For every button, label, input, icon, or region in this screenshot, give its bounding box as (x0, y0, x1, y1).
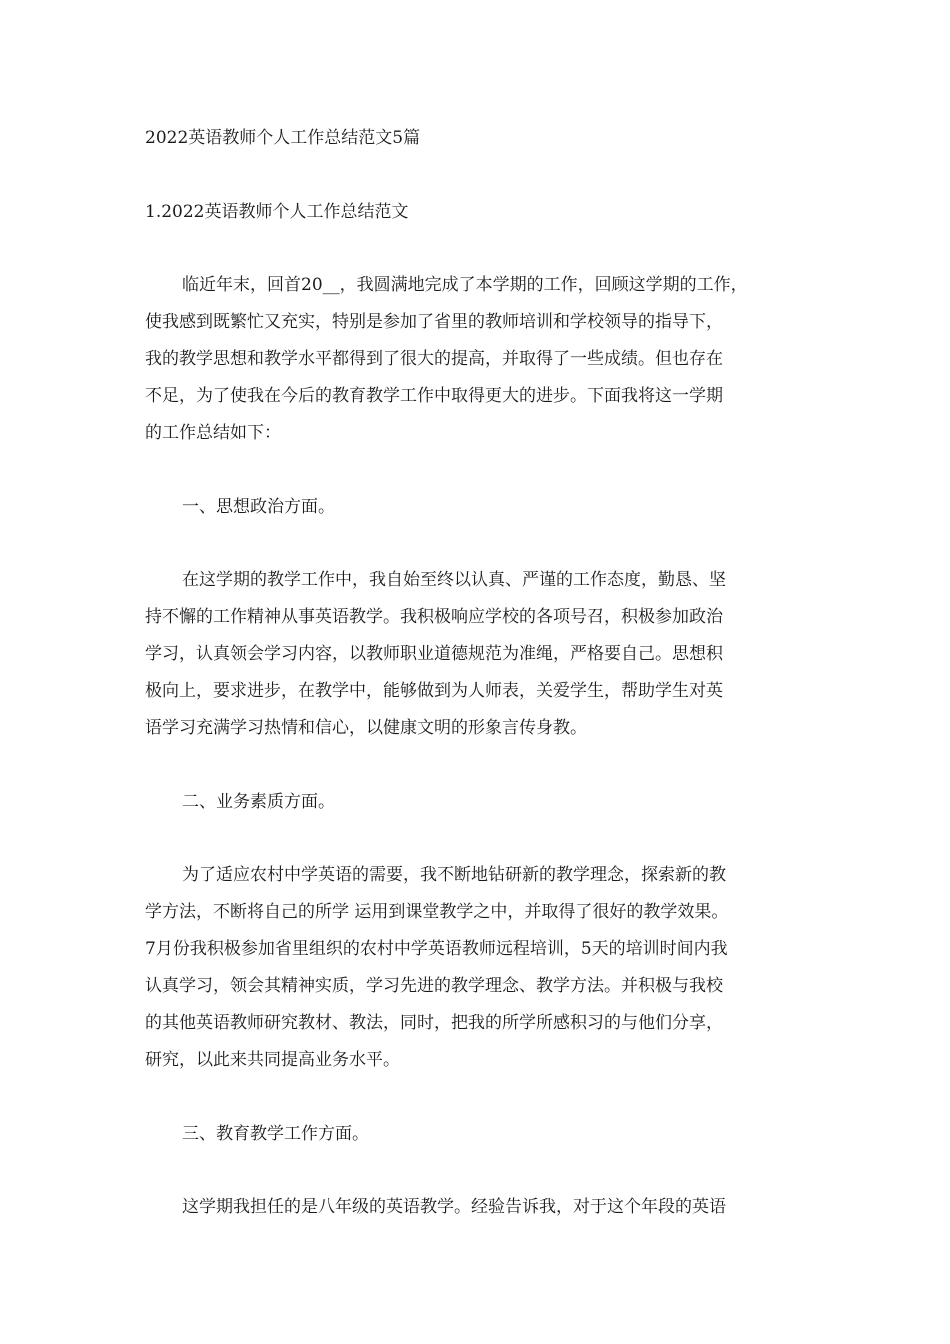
paragraph-line: 学习，认真领会学习内容，以教师职业道德规范为准绳，严格要自己。思想积 (145, 644, 723, 664)
paragraph-line: 为了适应农村中学英语的需要，我不断地钻研新的教学理念，探索新的教 (182, 865, 726, 885)
paragraph-line: 认真学习，领会其精神实质，学习先进的教学理念、教学方法。并积极与我校 (145, 976, 723, 996)
paragraph-line: 我的教学思想和教学水平都得到了很大的提高，并取得了一些成绩。但也存在 (145, 349, 723, 369)
paragraph-line: 持不懈的工作精神从事英语教学。我积极响应学校的各项号召，积极参加政治 (145, 607, 723, 627)
paragraph-line: 学方法，不断将自己的所学 运用到课堂教学之中，并取得了很好的教学效果。 (145, 902, 729, 922)
subheading-1: 一、思想政治方面。 (182, 497, 335, 517)
paragraph-line: 不足，为了使我在今后的教育教学工作中取得更大的进步。下面我将这一学期 (145, 386, 723, 406)
paragraph-line: 的工作总结如下： (145, 423, 281, 443)
subheading-2: 二、业务素质方面。 (182, 792, 335, 812)
paragraph-line: 使我感到既繁忙又充实，特别是参加了省里的教师培训和学校领导的指导下， (145, 312, 723, 332)
paragraph-line: 语学习充满学习热情和信心，以健康文明的形象言传身教。 (145, 718, 587, 738)
paragraph-line: 临近年末，回首20__，我圆满地完成了本学期的工作，回顾这学期的工作， (182, 275, 748, 295)
section-heading: 1.2022英语教师个人工作总结范文 (145, 202, 409, 222)
paragraph-line: 研究，以此来共同提高业务水平。 (145, 1050, 400, 1070)
paragraph-line: 这学期我担任的是八年级的英语教学。经验告诉我，对于这个年段的英语 (182, 1197, 726, 1217)
paragraph-line: 7月份我积极参加省里组织的农村中学英语教师远程培训，5天的培训时间内我 (145, 939, 728, 959)
paragraph-line: 的其他英语教师研究教材、教法，同时，把我的所学所感积习的与他们分享， (145, 1013, 723, 1033)
document-title: 2022英语教师个人工作总结范文5篇 (145, 128, 421, 148)
subheading-3: 三、教育教学工作方面。 (182, 1124, 369, 1144)
paragraph-line: 在这学期的教学工作中，我自始至终以认真、严谨的工作态度，勤恳、坚 (182, 570, 726, 590)
paragraph-line: 极向上，要求进步，在教学中，能够做到为人师表，关爱学生，帮助学生对英 (145, 681, 723, 701)
